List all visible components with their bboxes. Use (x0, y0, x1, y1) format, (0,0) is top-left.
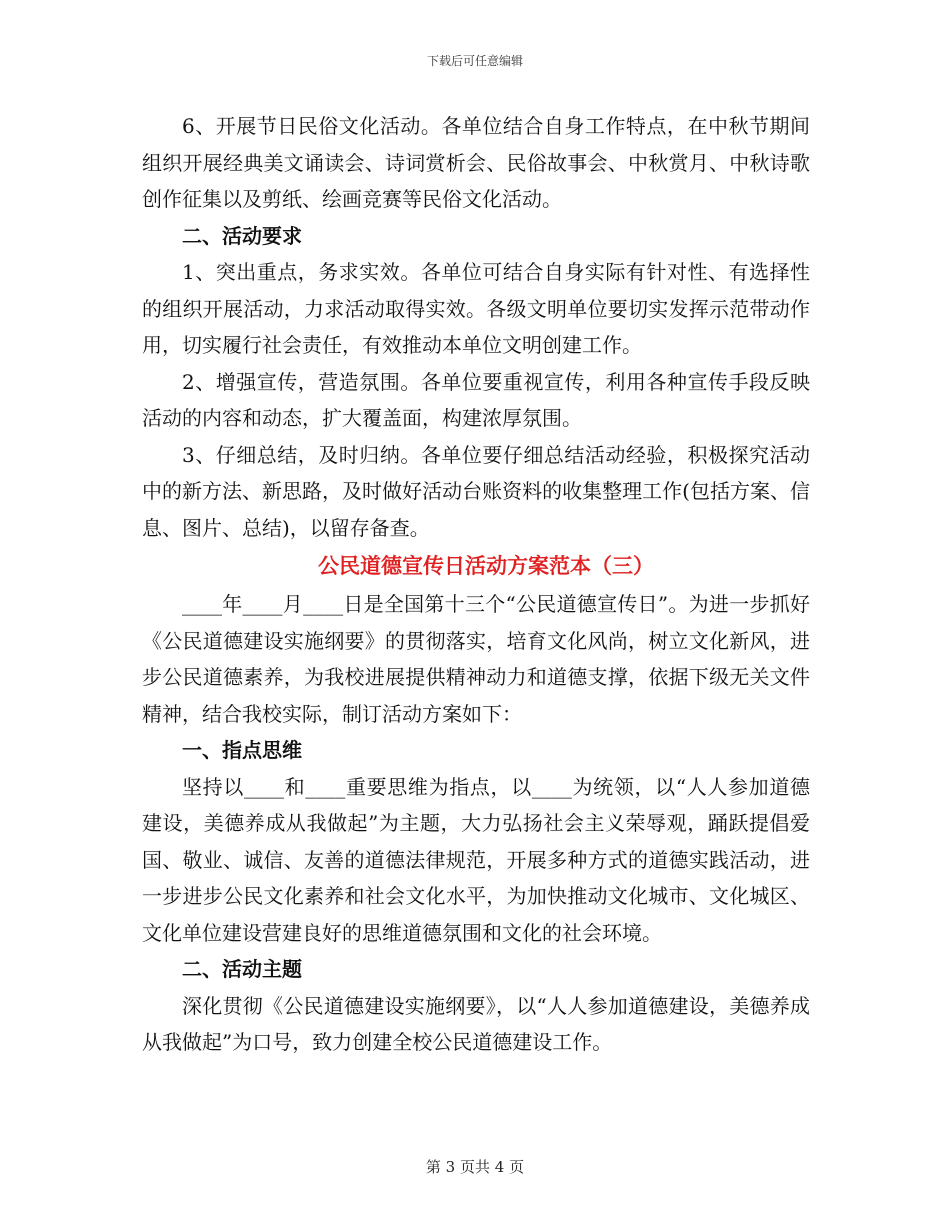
paragraph-requirement-1: 1、突出重点，务求实效。各单位可结合自身实际有针对性、有选择性的组织开展活动，力求活动取得实效。各级文明单位要切实发挥示范带动作用，切实履行社会责任，有效推动本单位文明创建工作。 (142, 260, 810, 357)
section-heading-guiding-thought: 一、指点思维 (182, 738, 302, 762)
paragraph-theme: 深化贯彻《公民道德建设实施纲要》，以“人人参加道德建设，美德养成从我做起”为口号，致力创建全校公民道德建设工作。 (142, 993, 810, 1054)
page-footer: 第 3 页共 4 页 (425, 1158, 525, 1176)
paragraph-guiding-thought: 坚持以____和____重要思维为指点，以____为统领，以“人人参加道德建设，美德养成从我做起”为主题，大力弘扬社会主义荣辱观，踊跃提倡爱国、敬业、诚信、友善的道德法律规范，开展多种方式的道德实践活动，进一步进步公民文化素养和社会文化水平，为加快推动文化城市、文化城区、文化单位建设营建良好的思维道德氛围和文化的社会环境。 (142, 774, 810, 945)
page-header: 下载后可任意编辑 (426, 54, 523, 68)
paragraph-requirement-3: 3、仔细总结，及时归纳。各单位要仔细总结活动经验，积极探究活动中的新方法、新思路，及时做好活动台账资料的收集整理工作(包括方案、信息、图片、总结)，以留存备查。 (142, 442, 810, 540)
paragraph-intro: ____年____月____日是全国第十三个“公民道德宣传日”。为进一步抓好《公民道德建设实施纲要》的贯彻落实，培育文化风尚，树立文化新风，进步公民道德素养，为我校进展提供精神动力和道德支撑，依据下级无关文件精神，结合我校实际，制订活动方案如下： (142, 592, 810, 726)
section-heading-requirements: 二、活动要求 (182, 223, 302, 248)
paragraph-folk-activities: 6、开展节日民俗文化活动。各单位结合自身工作特点，在中秋节期间组织开展经典美文诵读会、诗词赏析会、民俗故事会、中秋赏月、中秋诗歌创作征集以及剪纸、绘画竞赛等民俗文化活动。 (142, 114, 810, 211)
document-title: 公民道德宣传日活动方案范本（三） (318, 553, 654, 578)
section-heading-theme: 二、活动主题 (182, 957, 302, 981)
document-body (142, 108, 810, 1061)
paragraph-requirement-2: 2、增强宣传，营造氛围。各单位要重视宣传，利用各种宣传手段反映活动的内容和动态，扩大覆盖面，构建浓厚氛围。 (142, 369, 810, 430)
